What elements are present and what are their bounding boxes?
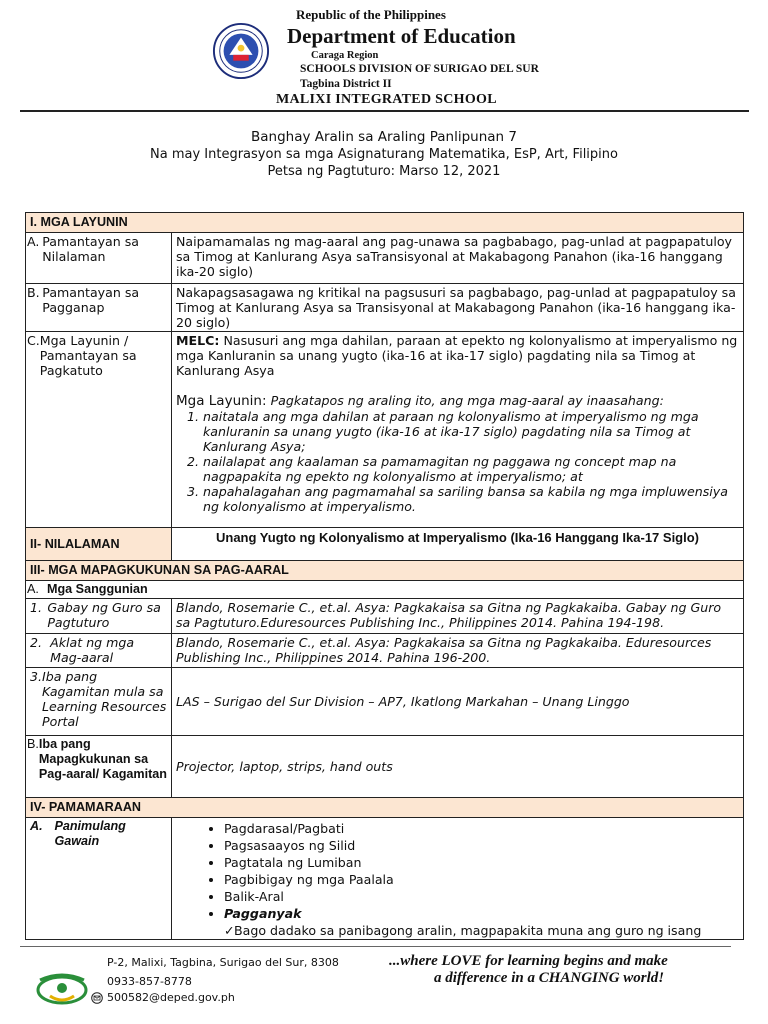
table-row bbox=[26, 332, 744, 528]
pagganyak-text: ✓ Bago dadako sa panibagong aralin, magpapakita muna ang guro ng isang bbox=[176, 923, 739, 938]
list-item: • Balik-Aral bbox=[224, 889, 739, 904]
list-item: • Pagganyak bbox=[224, 906, 739, 921]
row-content bbox=[172, 332, 744, 528]
row-label bbox=[26, 818, 172, 940]
row-content bbox=[172, 818, 744, 940]
row-content: Blando, Rosemarie C., et.al. Asya: Pagkakaisa sa Gitna ng Pagkakaiba. Gabay ng Guro sa Pagtuturo.Eduresources Publishing Inc., Philippines 2014. Pahina 194-198. bbox=[172, 599, 744, 634]
region-line: Caraga Region bbox=[311, 50, 379, 61]
list-item: • Pagdarasal/Pagbati bbox=[224, 821, 739, 836]
table-row bbox=[26, 818, 744, 940]
melc-block bbox=[176, 333, 739, 378]
row-content: Projector, laptop, strips, hand outs bbox=[172, 736, 744, 798]
footer-motto-line1: ...where LOVE for learning begins and make bbox=[389, 953, 668, 969]
row-content: Blando, Rosemarie C., et.al. Asya: Pagkakaisa sa Gitna ng Pagkakaiba. Eduresources Publishing Inc., Philippines 2014. Pahina 196-200. bbox=[172, 634, 744, 668]
row-label bbox=[26, 668, 172, 736]
section-heading: II- NILALAMAN bbox=[26, 528, 172, 561]
row-content: Naipamamalas ng mag-aaral ang pag-unawa sa pagbabago, pag-unlad at pagpapatuloy sa Timog at Kanlurang Asya saTransisyonal at Makabagong Panahon (ika-16 hanggang ika-20 siglo) bbox=[172, 233, 744, 284]
row-letter: A. bbox=[27, 582, 39, 596]
section-heading: III- MGA MAPAGKUKUNAN SA PAG-AARAL bbox=[26, 561, 744, 581]
sanggunian-label: Mga Sanggunian bbox=[47, 582, 148, 596]
row-label-text: Pamantayan sa Nilalaman bbox=[42, 234, 140, 264]
deped-seal-icon bbox=[212, 22, 270, 80]
table-row bbox=[26, 668, 744, 736]
footer-rule bbox=[20, 946, 731, 947]
row-content: LAS – Surigao del Sur Division – AP7, Ikatlong Markahan – Unang Linggo bbox=[172, 668, 744, 736]
row-label bbox=[26, 233, 172, 284]
table-row bbox=[26, 581, 744, 599]
footer-phone: 0933-857-8778 bbox=[107, 975, 192, 988]
row-letter: A. bbox=[27, 234, 40, 249]
department-line: Department of Education bbox=[287, 24, 516, 48]
row-label bbox=[26, 599, 172, 634]
table-row bbox=[26, 634, 744, 668]
row-label bbox=[26, 332, 172, 528]
row-label bbox=[26, 581, 744, 599]
table-row bbox=[26, 233, 744, 284]
republic-line: Republic of the Philippines bbox=[296, 7, 446, 22]
row-number: 1. bbox=[30, 600, 43, 615]
section-row bbox=[26, 213, 744, 233]
footer-motto-line2: a difference in a CHANGING world! bbox=[434, 970, 665, 986]
school-logo-icon bbox=[34, 968, 90, 1006]
steps-list bbox=[176, 821, 739, 921]
table-row bbox=[26, 284, 744, 332]
row-letter: A. bbox=[30, 819, 43, 833]
lesson-plan-table bbox=[25, 212, 744, 940]
row-label-text: Panimulang Gawain bbox=[54, 819, 126, 848]
list-item: • Pagbibigay ng mga Paalala bbox=[224, 872, 739, 887]
division-line: SCHOOLS DIVISION OF SURIGAO DEL SUR bbox=[300, 63, 539, 75]
lesson-title: Banghay Aralin sa Araling Panlipunan 7 bbox=[250, 129, 517, 145]
footer-email: 500582@deped.gov.ph bbox=[107, 991, 235, 1004]
lesson-subtitle: Na may Integrasyon sa mga Asignaturang Matematika, EsP, Art, Filipino bbox=[150, 147, 618, 162]
row-label-text: Pamantayan sa Pagganap bbox=[42, 285, 140, 315]
table-row bbox=[26, 599, 744, 634]
row-letter: B. bbox=[27, 285, 40, 300]
row-label bbox=[26, 284, 172, 332]
section-row bbox=[26, 561, 744, 581]
melc-text: Nasusuri ang mga dahilan, paraan at epekto ng kolonyalismo at imperyalismo ng mga Kanluranin sa unang yugto (ika-16 at ika-17 siglo) pagdating nila sa Timog at Kanlurang Asya bbox=[176, 333, 738, 378]
objectives-intro bbox=[176, 393, 739, 409]
row-label-text: Gabay ng Guro sa Pagtuturo bbox=[47, 600, 161, 630]
list-item: 2. nailalapat ang kaalaman sa pamamagitan ng paggawa ng concept map na nagpapakita ng epekto ng kolonyalismo at imperyalismo; at bbox=[203, 454, 739, 484]
melc-label: MELC: bbox=[176, 333, 220, 348]
row-label-text: Iba pang Kagamitan mula sa Learning Resources Portal bbox=[42, 669, 167, 729]
lesson-date: Petsa ng Pagtuturo: Marso 12, 2021 bbox=[267, 164, 501, 179]
list-item: • Pagsasaayos ng Silid bbox=[224, 838, 739, 853]
section-heading: I. MGA LAYUNIN bbox=[26, 213, 744, 233]
row-letter: C. bbox=[27, 333, 40, 348]
row-content: Nakapagsasagawa ng kritikal na pagsusuri sa pagbabago, pag-unlad at pagpapatuloy sa Timog at Kanlurang Asya sa Transisyonal at Makabagong Panahon (ika-16 hanggang ika-20 siglo) bbox=[172, 284, 744, 332]
row-label-text: Mga Layunin / Pamantayan sa Pagkatuto bbox=[39, 333, 137, 378]
list-item: • Pagtatala ng Lumiban bbox=[224, 855, 739, 870]
list-item: 1. naitatala ang mga dahilan at paraan ng kolonyalismo at imperyalismo ng mga kanluranin sa unang yugto (ika-16 at ika-17 siglo) pagdating nila sa Timog at Kanlurang Asya; bbox=[203, 409, 739, 454]
table-row bbox=[26, 736, 744, 798]
district-line: Tagbina District II bbox=[300, 78, 392, 90]
row-number: 2. bbox=[30, 635, 43, 650]
mail-icon bbox=[91, 992, 103, 1004]
row-number: 3. bbox=[30, 669, 43, 684]
header-rule bbox=[20, 110, 749, 112]
objectives-label: Mga Layunin: bbox=[176, 393, 267, 409]
school-name: MALIXI INTEGRATED SCHOOL bbox=[276, 92, 497, 107]
objectives-list bbox=[176, 409, 739, 514]
row-label bbox=[26, 736, 172, 798]
section-row bbox=[26, 528, 744, 561]
content-topic: Unang Yugto ng Kolonyalismo at Imperyalismo (Ika-16 Hanggang Ika-17 Siglo) bbox=[172, 528, 744, 561]
section-row bbox=[26, 798, 744, 818]
section-heading: IV- PAMAMARAAN bbox=[26, 798, 744, 818]
objectives-intro-text: Pagkatapos ng araling ito, ang mga mag-aaral ay inaasahang: bbox=[270, 393, 664, 408]
footer-address: P-2, Malixi, Tagbina, Surigao del Sur, 8308 bbox=[107, 956, 339, 969]
row-label-text: Aklat ng mga Mag-aaral bbox=[50, 635, 135, 665]
row-label-text: Iba pang Mapagkukunan sa Pag-aaral/ Kagamitan bbox=[38, 737, 167, 781]
row-letter: B. bbox=[27, 737, 39, 751]
list-item: 3. napahalagahan ang pagmamahal sa sariling bansa sa kabila ng mga impluwensiya ng kolonyalismo at imperyalismo. bbox=[203, 484, 739, 514]
row-label bbox=[26, 634, 172, 668]
